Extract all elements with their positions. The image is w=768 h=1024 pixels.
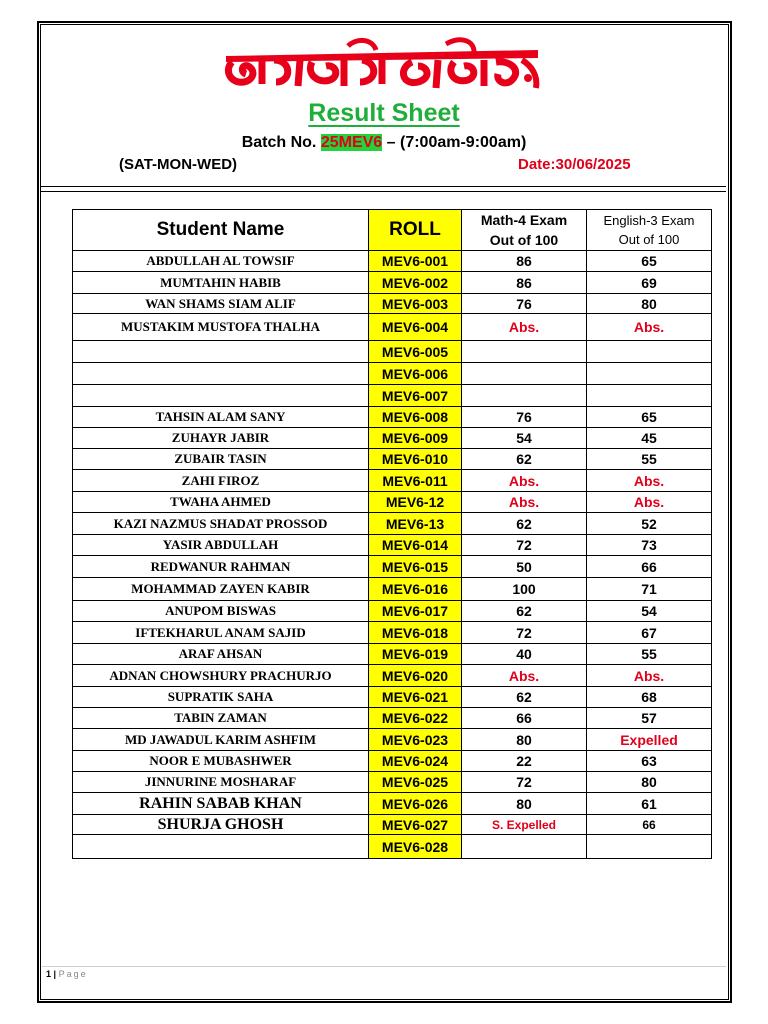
header-english-max: Out of 100 <box>618 232 680 247</box>
roll-cell: MEV6-004 <box>369 314 462 341</box>
roll-cell: MEV6-005 <box>369 341 462 363</box>
math-score-cell: 72 <box>462 535 587 556</box>
english-score-cell <box>587 341 712 363</box>
math-score-cell <box>462 341 587 363</box>
english-score-cell: 66 <box>587 556 712 578</box>
math-score-cell <box>462 835 587 859</box>
math-score-cell: Abs. <box>462 470 587 492</box>
english-score-cell <box>587 835 712 859</box>
student-name-cell: MD JAWADUL KARIM ASHFIM <box>73 729 369 751</box>
header-math-max: Out of 100 <box>489 232 559 248</box>
math-score-cell: 100 <box>462 578 587 601</box>
student-name-cell: NOOR E MUBASHWER <box>73 751 369 772</box>
roll-cell: MEV6-12 <box>369 492 462 513</box>
english-score-cell: 71 <box>587 578 712 601</box>
english-score-cell: Abs. <box>587 314 712 341</box>
roll-cell: MEV6-015 <box>369 556 462 578</box>
english-score-cell: Abs. <box>587 470 712 492</box>
roll-cell: MEV6-017 <box>369 601 462 622</box>
table-row <box>73 407 712 428</box>
header-divider <box>40 186 726 187</box>
student-name-cell: TWAHA AHMED <box>73 492 369 513</box>
roll-cell: MEV6-008 <box>369 407 462 428</box>
math-score-cell: 54 <box>462 428 587 449</box>
table-row <box>73 578 712 601</box>
roll-cell: MEV6-018 <box>369 622 462 644</box>
table-row <box>73 815 712 835</box>
table-row <box>73 363 712 385</box>
math-score-cell: Abs. <box>462 492 587 513</box>
math-score-cell: 62 <box>462 449 587 470</box>
header-roll: ROLL <box>369 210 462 251</box>
student-name-cell: ADNAN CHOWSHURY PRACHURJO <box>73 665 369 687</box>
table-row <box>73 687 712 708</box>
roll-cell: MEV6-002 <box>369 272 462 294</box>
english-score-cell: 69 <box>587 272 712 294</box>
student-name-cell: TABIN ZAMAN <box>73 708 369 729</box>
roll-cell: MEV6-019 <box>369 644 462 665</box>
student-name-cell: ZUHAYR JABIR <box>73 428 369 449</box>
student-name-cell: ZUBAIR TASIN <box>73 449 369 470</box>
roll-cell: MEV6-024 <box>369 751 462 772</box>
english-score-cell: 65 <box>587 251 712 272</box>
student-name-cell: IFTEKHARUL ANAM SAJID <box>73 622 369 644</box>
english-score-cell: 54 <box>587 601 712 622</box>
batch-code: 25MEV6 <box>320 134 383 151</box>
table-row <box>73 622 712 644</box>
header-english-title: English-3 Exam <box>603 213 695 228</box>
table-row <box>73 272 712 294</box>
student-name-cell: KAZI NAZMUS SHADAT PROSSOD <box>73 513 369 535</box>
math-score-cell: 80 <box>462 793 587 815</box>
roll-cell: MEV6-028 <box>369 835 462 859</box>
math-score-cell: 40 <box>462 644 587 665</box>
math-score-cell: Abs. <box>462 314 587 341</box>
math-score-cell: 62 <box>462 601 587 622</box>
english-score-cell: 65 <box>587 407 712 428</box>
table-row <box>73 294 712 314</box>
student-name-cell: MUMTAHIN HABIB <box>73 272 369 294</box>
header-math-exam <box>462 210 587 251</box>
english-score-cell: 57 <box>587 708 712 729</box>
student-name-cell: REDWANUR RAHMAN <box>73 556 369 578</box>
table-row <box>73 449 712 470</box>
english-score-cell: 55 <box>587 449 712 470</box>
table-row <box>73 601 712 622</box>
student-name-cell: ANUPOM BISWAS <box>73 601 369 622</box>
math-score-cell <box>462 385 587 407</box>
student-name-cell: MUSTAKIM MUSTOFA THALHA <box>73 314 369 341</box>
class-days: (SAT-MON-WED) <box>119 156 238 173</box>
student-name-cell: SUPRATIK SAHA <box>73 687 369 708</box>
roll-cell: MEV6-014 <box>369 535 462 556</box>
result-date: Date:30/06/2025 <box>518 156 631 173</box>
page-title: Result Sheet <box>308 99 460 127</box>
table-row <box>73 341 712 363</box>
math-score-cell: 62 <box>462 513 587 535</box>
math-score-cell: 76 <box>462 407 587 428</box>
english-score-cell: 68 <box>587 687 712 708</box>
math-score-cell: 22 <box>462 751 587 772</box>
student-name-cell: TAHSIN ALAM SANY <box>73 407 369 428</box>
math-score-cell: 50 <box>462 556 587 578</box>
table-row <box>73 492 712 513</box>
table-row <box>73 535 712 556</box>
student-name-cell <box>73 363 369 385</box>
table-row <box>73 251 712 272</box>
table-row <box>73 428 712 449</box>
roll-cell: MEV6-006 <box>369 363 462 385</box>
results-table <box>72 209 712 859</box>
english-score-cell: 80 <box>587 772 712 793</box>
math-score-cell: 72 <box>462 772 587 793</box>
student-name-cell <box>73 341 369 363</box>
table-row <box>73 729 712 751</box>
english-score-cell: 80 <box>587 294 712 314</box>
student-name-cell: ZAHI FIROZ <box>73 470 369 492</box>
batch-line <box>0 134 768 152</box>
roll-cell: MEV6-016 <box>369 578 462 601</box>
roll-cell: MEV6-020 <box>369 665 462 687</box>
student-name-cell <box>73 385 369 407</box>
english-score-cell <box>587 363 712 385</box>
roll-cell: MEV6-025 <box>369 772 462 793</box>
student-name-cell: YASIR ABDULLAH <box>73 535 369 556</box>
math-score-cell <box>462 363 587 385</box>
math-score-cell: Abs. <box>462 665 587 687</box>
table-row <box>73 644 712 665</box>
roll-cell: MEV6-026 <box>369 793 462 815</box>
table-header-row <box>73 210 712 251</box>
header-divider-second <box>40 191 726 192</box>
roll-cell: MEV6-010 <box>369 449 462 470</box>
coaching-logo <box>222 36 544 92</box>
roll-cell: MEV6-027 <box>369 815 462 835</box>
roll-cell: MEV6-003 <box>369 294 462 314</box>
english-score-cell: 52 <box>587 513 712 535</box>
english-score-cell: Abs. <box>587 665 712 687</box>
header-english-exam <box>587 210 712 251</box>
student-name-cell: MOHAMMAD ZAYEN KABIR <box>73 578 369 601</box>
math-score-cell: 80 <box>462 729 587 751</box>
student-name-cell: ABDULLAH AL TOWSIF <box>73 251 369 272</box>
math-score-cell: S. Expelled <box>462 815 587 835</box>
english-score-cell: 66 <box>587 815 712 835</box>
page-footer <box>46 969 88 979</box>
roll-cell: MEV6-007 <box>369 385 462 407</box>
table-row <box>73 708 712 729</box>
english-score-cell: Expelled <box>587 729 712 751</box>
student-name-cell: WAN SHAMS SIAM ALIF <box>73 294 369 314</box>
table-row <box>73 385 712 407</box>
math-score-cell: 72 <box>462 622 587 644</box>
math-score-cell: 66 <box>462 708 587 729</box>
student-name-cell: SHURJA GHOSH <box>73 815 369 835</box>
math-score-cell: 62 <box>462 687 587 708</box>
header-student-name: Student Name <box>73 210 369 251</box>
roll-cell: MEV6-023 <box>369 729 462 751</box>
student-name-cell: RAHIN SABAB KHAN <box>73 793 369 815</box>
english-score-cell: 45 <box>587 428 712 449</box>
english-score-cell: 55 <box>587 644 712 665</box>
english-score-cell: 73 <box>587 535 712 556</box>
footer-divider <box>42 966 726 967</box>
table-row <box>73 470 712 492</box>
table-row <box>73 835 712 859</box>
batch-time: – (7:00am-9:00am) <box>386 134 527 151</box>
table-row <box>73 751 712 772</box>
table-row <box>73 314 712 341</box>
page-label: Page <box>58 969 88 979</box>
roll-cell: MEV6-13 <box>369 513 462 535</box>
english-score-cell: 67 <box>587 622 712 644</box>
roll-cell: MEV6-021 <box>369 687 462 708</box>
table-row <box>73 556 712 578</box>
table-row <box>73 793 712 815</box>
english-score-cell: 63 <box>587 751 712 772</box>
roll-cell: MEV6-001 <box>369 251 462 272</box>
roll-cell: MEV6-022 <box>369 708 462 729</box>
footer-separator: | <box>53 969 57 979</box>
student-name-cell: JINNURINE MOSHARAF <box>73 772 369 793</box>
table-row <box>73 772 712 793</box>
table-row <box>73 665 712 687</box>
english-score-cell <box>587 385 712 407</box>
roll-cell: MEV6-009 <box>369 428 462 449</box>
page-number: 1 <box>46 969 52 979</box>
header-math-title: Math-4 Exam <box>480 212 568 228</box>
batch-prefix: Batch No. <box>241 134 317 151</box>
table-row <box>73 513 712 535</box>
roll-cell: MEV6-011 <box>369 470 462 492</box>
english-score-cell: 61 <box>587 793 712 815</box>
math-score-cell: 86 <box>462 251 587 272</box>
math-score-cell: 86 <box>462 272 587 294</box>
student-name-cell <box>73 835 369 859</box>
math-score-cell: 76 <box>462 294 587 314</box>
english-score-cell: Abs. <box>587 492 712 513</box>
student-name-cell: ARAF AHSAN <box>73 644 369 665</box>
